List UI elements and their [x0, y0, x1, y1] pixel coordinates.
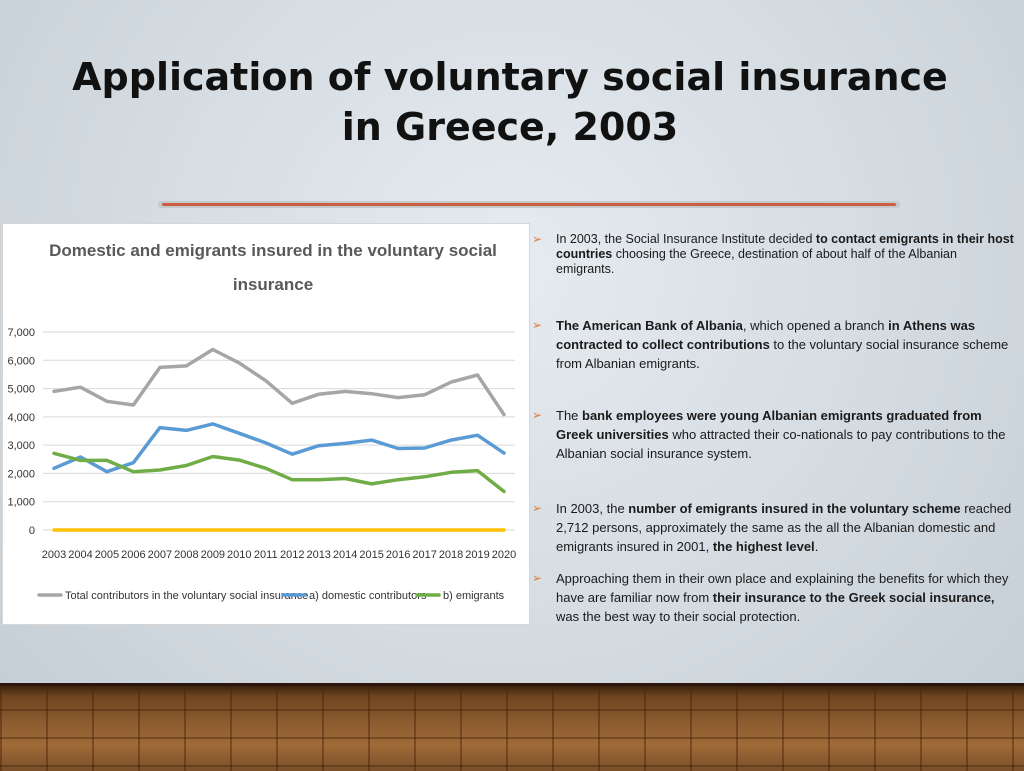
wooden-floor-seams [0, 683, 1024, 768]
x-tick-label: 2003 [41, 549, 67, 561]
arrow-bullet-icon: ➢ [532, 571, 543, 585]
arrow-bullet-icon: ➢ [532, 408, 543, 422]
bullet-item [532, 569, 1018, 626]
x-tick-label: 2009 [200, 549, 226, 561]
x-tick-label: 2014 [332, 549, 358, 561]
bullet-strong: bank employees were young Albanian emigrants graduated from Greek universities [556, 408, 982, 442]
y-tick-label: 0 [28, 525, 35, 537]
bullet-text: The [556, 408, 583, 423]
legend-label: a) domestic contributors [309, 590, 427, 602]
x-tick-label: 2005 [94, 549, 120, 561]
bullet-text: In 2003, the Social Insurance Institute decided [556, 232, 816, 246]
y-tick-label: 7,000 [7, 327, 35, 339]
bullet-text: choosing the Greece, destination of about half of the Albanian emigrants. [556, 247, 957, 276]
y-tick-label: 1,000 [7, 496, 35, 509]
chart-title-line2: insurance [232, 275, 314, 294]
bullet-text: . [814, 539, 819, 554]
bullet-strong: number of emigrants insured in the voluntary scheme [628, 501, 961, 516]
arrow-bullet-icon: ➢ [532, 232, 543, 246]
x-tick-label: 2019 [465, 549, 490, 561]
bullet-strong: to contact emigrants in their host countries [556, 232, 1014, 261]
y-tick-label: 3,000 [7, 440, 35, 453]
series-line-3 [54, 453, 504, 491]
series-line-2 [54, 424, 504, 472]
x-tick-label: 2010 [227, 549, 252, 561]
x-tick-label: 2012 [279, 549, 305, 561]
title-divider [158, 201, 900, 208]
x-tick-label: 2015 [359, 549, 384, 561]
bullet-item [532, 406, 1018, 463]
legend-label: b) emigrants [443, 590, 505, 602]
series-line-1 [54, 350, 504, 415]
bullet-text: to the voluntary social insurance scheme from Albanian emigrants. [556, 337, 1009, 371]
y-tick-label: 6,000 [7, 355, 35, 368]
x-tick-label: 2006 [121, 549, 146, 561]
bullet-strong: The American Bank of Albania [556, 318, 743, 333]
arrow-bullet-icon: ➢ [532, 318, 543, 332]
bullet-item [532, 232, 1018, 277]
chart-title-line1: Domestic and emigrants insured in the voluntary social [49, 241, 497, 260]
slide-title-line1: Application of voluntary social insurance [72, 55, 948, 99]
x-tick-label: 2004 [68, 549, 93, 561]
bullet-text: Approaching them in their own place and explaining the benefits for which they have are familiar now from [556, 571, 1009, 605]
x-tick-label: 2016 [385, 549, 411, 561]
y-tick-label: 2,000 [7, 468, 35, 481]
slide-title-line2: in Greece, 2003 [341, 105, 679, 149]
bullet-item [532, 316, 1018, 373]
x-tick-label: 2020 [491, 549, 517, 561]
x-tick-label: 2011 [253, 549, 278, 561]
bullet-strong: their insurance to the Greek social insurance, [712, 590, 995, 605]
line-chart [3, 224, 529, 624]
y-tick-label: 4,000 [7, 411, 35, 424]
bullet-text: was the best way to their social protection. [556, 609, 801, 624]
legend-label: Total contributors in the voluntary social insurance [65, 590, 309, 602]
chart-panel [2, 223, 530, 625]
bullet-item [532, 499, 1018, 556]
x-tick-label: 2017 [412, 549, 437, 561]
bullet-text: who attracted their co-nationals to pay contributions to the Albanian social insurance system. [556, 427, 1006, 461]
y-tick-label: 5,000 [7, 383, 35, 396]
x-tick-label: 2007 [147, 549, 173, 561]
x-tick-label: 2008 [174, 549, 199, 561]
bullet-strong: the highest level [712, 539, 815, 554]
x-tick-label: 2018 [438, 549, 464, 561]
bullet-text: In 2003, the [556, 501, 629, 516]
bullet-text: , which opened a branch [742, 318, 889, 333]
bullet-strong: in Athens was contracted to collect contributions [556, 318, 976, 352]
x-tick-label: 2013 [306, 549, 331, 561]
arrow-bullet-icon: ➢ [532, 501, 543, 515]
bullet-text: reached 2,712 persons, approximately the same as the all the Albanian domestic and emigrants insured in 2001, [556, 501, 1012, 554]
slide-title [40, 52, 980, 152]
